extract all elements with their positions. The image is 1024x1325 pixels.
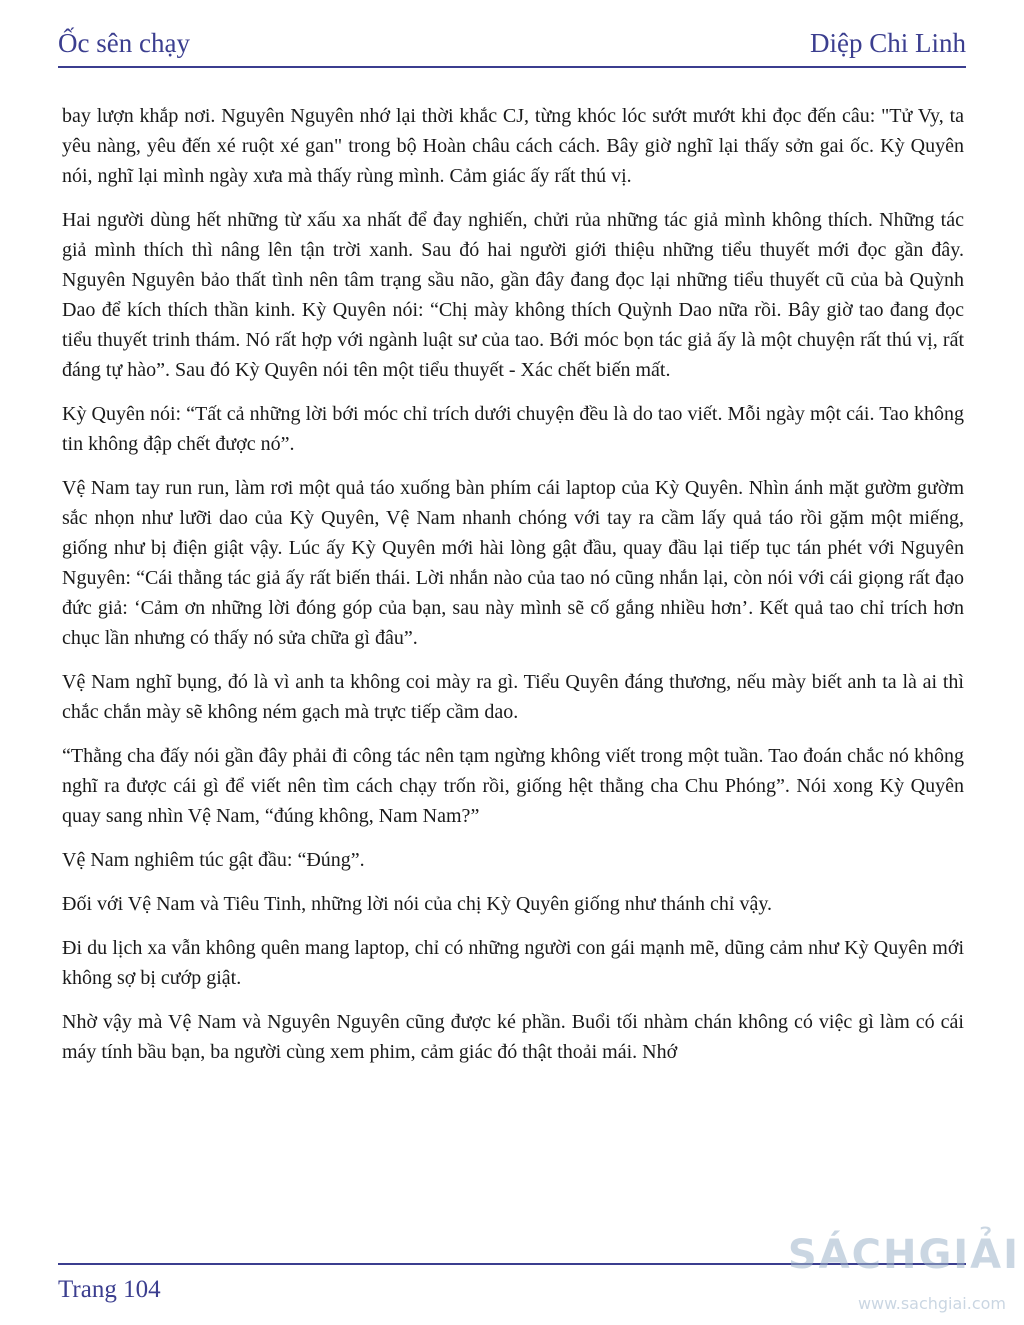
paragraph: bay lượn khắp nơi. Nguyên Nguyên nhớ lại thời khắc CJ, từng khóc lóc sướt mướt khi đọc đến câu: "Tử Vy, ta yêu nàng, yêu đến xé ruột xé gan" trong bộ Hoàn châu cách cách. Bây giờ nghĩ lại thấy sởn gai ốc. Kỳ Quyên nói, nghĩ lại mình ngày xưa mà thấy rùng mình. Cảm giác ấy rất thú vị. xyxy=(62,105,964,187)
paragraph: Đối với Vệ Nam và Tiêu Tinh, những lời nói của chị Kỳ Quyên giống như thánh chỉ vậy. xyxy=(62,893,773,915)
paragraph: Vệ Nam nghiêm túc gật đầu: “Đúng”. xyxy=(62,849,365,871)
book-title: Ốc sên chạy xyxy=(58,28,190,58)
author-name: Diệp Chi Linh xyxy=(810,28,966,58)
paragraph: Vệ Nam tay run run, làm rơi một quả táo xuống bàn phím cái laptop của Kỳ Quyên. Nhìn ánh mặt gườm gườm sắc nhọn như lưỡi dao của Kỳ Quyên, Vệ Nam nhanh chóng với tay ra cầm lấy quả táo rồi gặm một miếng, giống như bị điện giật vậy. Lúc ấy Kỳ Quyên mới hài lòng gật đầu, quay đầu lại tiếp tục tán phét với Nguyên Nguyên: “Cái thằng tác giả ấy rất biến thái. Lời nhắn nào của tao nó cũng nhắn lại, còn nói với cái giọng rất đạo đức giả: ‘Cảm ơn những lời đóng góp của bạn, sau này mình sẽ cố gắng nhiều hơn’. Kết quả tao chỉ trích hơn chục lần nhưng có thấy nó sửa chữa gì đâu”. xyxy=(62,477,964,649)
page-number: Trang 104 xyxy=(58,1276,161,1303)
paragraph: Kỳ Quyên nói: “Tất cả những lời bới móc chỉ trích dưới chuyện đều là do tao viết. Mỗi ngày một cái. Tao không tin không đập chết được nó”. xyxy=(62,403,964,455)
paragraph: Nhờ vậy mà Vệ Nam và Nguyên Nguyên cũng được ké phần. Buổi tối nhàm chán không có việc gì làm có cái máy tính bầu bạn, ba người cùng xem phim, cảm giác đó thật thoải mái. Nhớ xyxy=(62,1011,964,1063)
paragraph: “Thằng cha đấy nói gần đây phải đi công tác nên tạm ngừng không viết trong một tuần. Tao đoán chắc nó không nghĩ ra được cái gì để viết nên tìm cách chạy trốn rồi, giống hệt thằng cha Chu Phóng”. Nói xong Kỳ Quyên quay sang nhìn Vệ Nam, “đúng không, Nam Nam?” xyxy=(62,745,964,827)
paragraph: Hai người dùng hết những từ xấu xa nhất để đay nghiến, chửi rủa những tác giả mình không thích. Những tác giả mình thích thì nâng lên tận trời xanh. Sau đó hai người giới thiệu những tiểu thuyết mới đọc gần đây. Nguyên Nguyên bảo thất tình nên tâm trạng sầu não, gần đây đang đọc lại những tiểu thuyết cũ của bà Quỳnh Dao để kích thích thần kinh. Kỳ Quyên nói: “Chị mày không thích Quỳnh Dao nữa rồi. Bây giờ tao đang đọc tiểu thuyết trinh thám. Nó rất hợp với ngành luật sư của tao. Bới móc bọn tác giả ấy là một chuyện rất thú vị, rất đáng tự hào”. Sau đó Kỳ Quyên nói tên một tiểu thuyết - Xác chết biến mất. xyxy=(62,209,964,381)
watermark-url: www.sachgiai.com xyxy=(857,1294,1006,1313)
watermark xyxy=(787,1232,1020,1320)
paragraph: Đi du lịch xa vẫn không quên mang laptop, chỉ có những người con gái mạnh mẽ, dũng cảm như Kỳ Quyên mới không sợ bị cướp giật. xyxy=(62,937,964,989)
watermark-logo: SÁCHGIẢI xyxy=(787,1232,1020,1278)
page-header xyxy=(58,22,966,68)
paragraph: Vệ Nam nghĩ bụng, đó là vì anh ta không coi mày ra gì. Tiểu Quyên đáng thương, nếu mày biết anh ta là ai thì chắc chắn mày sẽ không ném gạch mà trực tiếp cầm dao. xyxy=(62,671,964,723)
page-body xyxy=(62,101,964,1081)
